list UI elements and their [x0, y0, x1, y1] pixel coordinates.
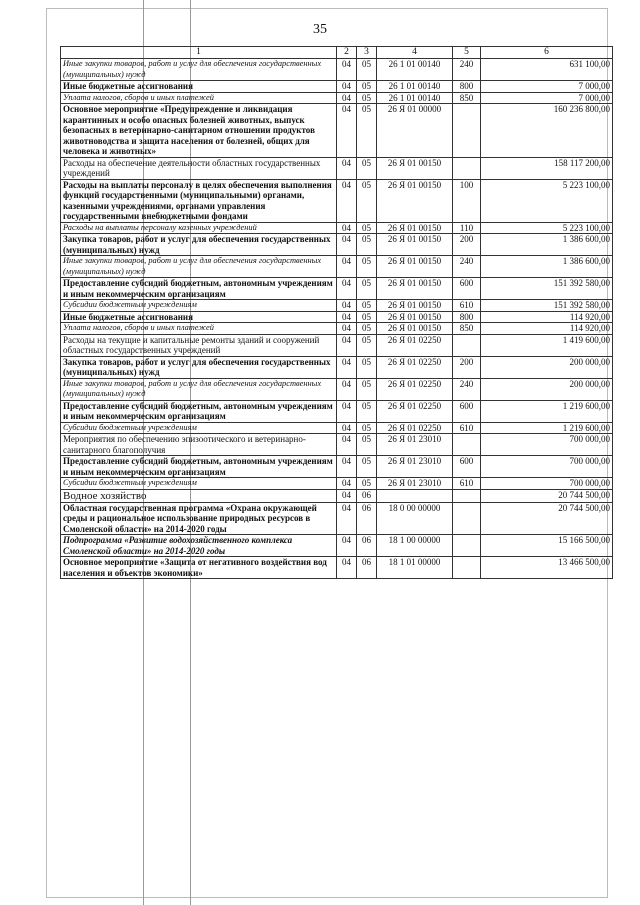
- table-row: [61, 434, 613, 456]
- amount: 160 236 800,00: [481, 104, 613, 158]
- row-description: Основное мероприятие «Предупреждение и ликвидация карантинных и особо опасных болезней животных, выпуск безопасных в ветеринарно-санитарном отношении продуктов животноводства и защита населения от болезней, общих для человека и животных»: [61, 104, 337, 158]
- expense-type-code: 240: [453, 256, 481, 278]
- target-article-code: 26 1 01 00140: [377, 81, 453, 93]
- table-row: [61, 535, 613, 557]
- target-article-code: 18 0 00 00000: [377, 502, 453, 535]
- target-article-code: 26 Я 01 00150: [377, 278, 453, 300]
- table-row: [61, 278, 613, 300]
- row-description: Иные бюджетные ассигнования: [61, 311, 337, 323]
- expense-type-code: 850: [453, 323, 481, 335]
- section-code: 04: [337, 378, 357, 400]
- subsection-code: 05: [357, 456, 377, 478]
- row-description: Иные закупки товаров, работ и услуг для обеспечения государственных (муниципальных) нужд: [61, 256, 337, 278]
- section-code: 04: [337, 179, 357, 222]
- row-description: Предоставление субсидий бюджетным, автономным учреждениям и иным некоммерческим организациям: [61, 278, 337, 300]
- header-cell: 6: [481, 47, 613, 59]
- table-row: [61, 502, 613, 535]
- section-code: 04: [337, 334, 357, 356]
- target-article-code: 26 Я 01 00150: [377, 323, 453, 335]
- subsection-code: 06: [357, 535, 377, 557]
- row-description: Уплата налогов, сборов и иных платежей: [61, 323, 337, 335]
- amount: 151 392 580,00: [481, 278, 613, 300]
- section-code: 04: [337, 59, 357, 81]
- row-description: Иные закупки товаров, работ и услуг для обеспечения государственных (муниципальных) нужд: [61, 59, 337, 81]
- expense-type-code: 610: [453, 422, 481, 434]
- section-code: 04: [337, 489, 357, 502]
- amount: 1 419 600,00: [481, 334, 613, 356]
- subsection-code: 05: [357, 300, 377, 312]
- section-code: 04: [337, 456, 357, 478]
- budget-table: [60, 46, 613, 579]
- row-description: Расходы на текущие и капитальные ремонты зданий и сооружений областных государственных учреждений: [61, 334, 337, 356]
- target-article-code: [377, 489, 453, 502]
- table-row: [61, 179, 613, 222]
- target-article-code: 26 Я 01 00150: [377, 157, 453, 179]
- section-code: 04: [337, 356, 357, 378]
- amount: 1 386 600,00: [481, 234, 613, 256]
- table-row: [61, 422, 613, 434]
- expense-type-code: [453, 557, 481, 579]
- header-cell: 4: [377, 47, 453, 59]
- amount: 15 166 500,00: [481, 535, 613, 557]
- amount: 631 100,00: [481, 59, 613, 81]
- row-description: Расходы на выплаты персоналу в целях обеспечения выполнения функций государственными (муниципальными) органами, казенными учреждениями, органами управления государственными внебюджетными фондами: [61, 179, 337, 222]
- amount: 700 000,00: [481, 478, 613, 490]
- amount: 158 117 200,00: [481, 157, 613, 179]
- section-code: 04: [337, 157, 357, 179]
- expense-type-code: 610: [453, 300, 481, 312]
- header-cell: 3: [357, 47, 377, 59]
- expense-type-code: [453, 489, 481, 502]
- section-code: 04: [337, 323, 357, 335]
- expense-type-code: [453, 535, 481, 557]
- amount: 700 000,00: [481, 434, 613, 456]
- expense-type-code: 800: [453, 311, 481, 323]
- section-code: 04: [337, 222, 357, 234]
- section-code: 04: [337, 400, 357, 422]
- expense-type-code: 600: [453, 400, 481, 422]
- table-row: [61, 104, 613, 158]
- target-article-code: 26 Я 01 02250: [377, 334, 453, 356]
- expense-type-code: 600: [453, 278, 481, 300]
- target-article-code: 26 Я 01 23010: [377, 456, 453, 478]
- target-article-code: 26 Я 01 02250: [377, 422, 453, 434]
- expense-type-code: 240: [453, 378, 481, 400]
- subsection-code: 05: [357, 400, 377, 422]
- section-code: 04: [337, 311, 357, 323]
- row-description: Областная государственная программа «Охрана окружающей среды и рациональное использование природных ресурсов в Смоленской области» на 2014-2020 годы: [61, 502, 337, 535]
- table-header-row: [61, 47, 613, 59]
- row-description: Расходы на выплаты персоналу казенных учреждений: [61, 222, 337, 234]
- row-description: Предоставление субсидий бюджетным, автономным учреждениям и иным некоммерческим организациям: [61, 400, 337, 422]
- target-article-code: 26 1 01 00140: [377, 92, 453, 104]
- section-code: 04: [337, 234, 357, 256]
- table-row: [61, 157, 613, 179]
- table-row: [61, 323, 613, 335]
- section-code: 04: [337, 278, 357, 300]
- row-description: Расходы на обеспечение деятельности областных государственных учреждений: [61, 157, 337, 179]
- amount: 13 466 500,00: [481, 557, 613, 579]
- subsection-code: 05: [357, 157, 377, 179]
- page-number: 35: [313, 22, 327, 37]
- expense-type-code: 110: [453, 222, 481, 234]
- expense-type-code: 240: [453, 59, 481, 81]
- target-article-code: 26 Я 01 00150: [377, 300, 453, 312]
- header-cell: 5: [453, 47, 481, 59]
- table-row: [61, 489, 613, 502]
- subsection-code: 05: [357, 356, 377, 378]
- section-code: 04: [337, 502, 357, 535]
- row-description: Субсидии бюджетным учреждениям: [61, 300, 337, 312]
- expense-type-code: 850: [453, 92, 481, 104]
- target-article-code: 26 Я 01 02250: [377, 356, 453, 378]
- row-description: Субсидии бюджетным учреждениям: [61, 478, 337, 490]
- table-row: [61, 234, 613, 256]
- row-description: Иные закупки товаров, работ и услуг для обеспечения государственных (муниципальных) нужд: [61, 378, 337, 400]
- subsection-code: 05: [357, 434, 377, 456]
- section-code: 04: [337, 300, 357, 312]
- amount: 5 223 100,00: [481, 222, 613, 234]
- table-row: [61, 256, 613, 278]
- subsection-code: 05: [357, 59, 377, 81]
- subsection-code: 05: [357, 278, 377, 300]
- section-code: 04: [337, 92, 357, 104]
- subsection-code: 05: [357, 311, 377, 323]
- table-row: [61, 81, 613, 93]
- subsection-code: 05: [357, 81, 377, 93]
- section-code: 04: [337, 478, 357, 490]
- table-row: [61, 478, 613, 490]
- target-article-code: 26 Я 01 23010: [377, 434, 453, 456]
- amount: 151 392 580,00: [481, 300, 613, 312]
- subsection-code: 06: [357, 557, 377, 579]
- subsection-code: 05: [357, 104, 377, 158]
- amount: 200 000,00: [481, 378, 613, 400]
- table-row: [61, 378, 613, 400]
- row-description: Основное мероприятие «Защита от негативного воздействия вод населения и объектов экономики»: [61, 557, 337, 579]
- table-row: [61, 92, 613, 104]
- target-article-code: 18 1 01 00000: [377, 557, 453, 579]
- section-code: 04: [337, 434, 357, 456]
- subsection-code: 05: [357, 478, 377, 490]
- table-row: [61, 400, 613, 422]
- subsection-code: 06: [357, 489, 377, 502]
- expense-type-code: 610: [453, 478, 481, 490]
- target-article-code: 26 Я 01 00150: [377, 234, 453, 256]
- target-article-code: 26 Я 01 02250: [377, 400, 453, 422]
- table-body: [61, 59, 613, 579]
- section-code: 04: [337, 256, 357, 278]
- expense-type-code: 600: [453, 456, 481, 478]
- table-row: [61, 456, 613, 478]
- subsection-code: 06: [357, 502, 377, 535]
- section-code: 04: [337, 104, 357, 158]
- row-description: Подпрограмма «Развитие водохозяйственного комплекса Смоленской области» на 2014-2020 годы: [61, 535, 337, 557]
- amount: 20 744 500,00: [481, 489, 613, 502]
- row-description: Мероприятия по обеспечению эпизоотического и ветеринарно-санитарного благополучия: [61, 434, 337, 456]
- table-row: [61, 311, 613, 323]
- amount: 7 000,00: [481, 92, 613, 104]
- table-row: [61, 334, 613, 356]
- amount: 1 219 600,00: [481, 400, 613, 422]
- section-code: 04: [337, 81, 357, 93]
- target-article-code: 26 Я 01 00150: [377, 256, 453, 278]
- section-code: 04: [337, 535, 357, 557]
- expense-type-code: [453, 334, 481, 356]
- amount: 114 920,00: [481, 311, 613, 323]
- subsection-code: 05: [357, 92, 377, 104]
- subsection-code: 05: [357, 378, 377, 400]
- subsection-code: 05: [357, 256, 377, 278]
- section-code: 04: [337, 422, 357, 434]
- expense-type-code: 200: [453, 356, 481, 378]
- expense-type-code: [453, 157, 481, 179]
- row-description: Иные бюджетные ассигнования: [61, 81, 337, 93]
- expense-type-code: [453, 502, 481, 535]
- table-row: [61, 356, 613, 378]
- target-article-code: 26 Я 01 00150: [377, 222, 453, 234]
- row-description: Уплата налогов, сборов и иных платежей: [61, 92, 337, 104]
- target-article-code: 26 1 01 00140: [377, 59, 453, 81]
- table-row: [61, 59, 613, 81]
- header-cell: 1: [61, 47, 337, 59]
- amount: 1 219 600,00: [481, 422, 613, 434]
- expense-type-code: 200: [453, 234, 481, 256]
- table-row: [61, 222, 613, 234]
- row-description: Закупка товаров, работ и услуг для обеспечения государственных (муниципальных) нужд: [61, 356, 337, 378]
- subsection-code: 05: [357, 334, 377, 356]
- target-article-code: 26 Я 01 00000: [377, 104, 453, 158]
- target-article-code: 26 Я 01 02250: [377, 378, 453, 400]
- row-description: Водное хозяйство: [61, 489, 337, 502]
- amount: 200 000,00: [481, 356, 613, 378]
- amount: 1 386 600,00: [481, 256, 613, 278]
- target-article-code: 26 Я 01 23010: [377, 478, 453, 490]
- expense-type-code: [453, 434, 481, 456]
- target-article-code: 26 Я 01 00150: [377, 179, 453, 222]
- amount: 700 000,00: [481, 456, 613, 478]
- table-row: [61, 300, 613, 312]
- amount: 114 920,00: [481, 323, 613, 335]
- subsection-code: 05: [357, 179, 377, 222]
- target-article-code: 26 Я 01 00150: [377, 311, 453, 323]
- row-description: Субсидии бюджетным учреждениям: [61, 422, 337, 434]
- header-cell: 2: [337, 47, 357, 59]
- subsection-code: 05: [357, 234, 377, 256]
- section-code: 04: [337, 557, 357, 579]
- expense-type-code: [453, 104, 481, 158]
- amount: 20 744 500,00: [481, 502, 613, 535]
- expense-type-code: 100: [453, 179, 481, 222]
- expense-type-code: 800: [453, 81, 481, 93]
- table-row: [61, 557, 613, 579]
- row-description: Закупка товаров, работ и услуг для обеспечения государственных (муниципальных) нужд: [61, 234, 337, 256]
- target-article-code: 18 1 00 00000: [377, 535, 453, 557]
- subsection-code: 05: [357, 222, 377, 234]
- row-description: Предоставление субсидий бюджетным, автономным учреждениям и иным некоммерческим организациям: [61, 456, 337, 478]
- amount: 7 000,00: [481, 81, 613, 93]
- subsection-code: 05: [357, 323, 377, 335]
- amount: 5 223 100,00: [481, 179, 613, 222]
- subsection-code: 05: [357, 422, 377, 434]
